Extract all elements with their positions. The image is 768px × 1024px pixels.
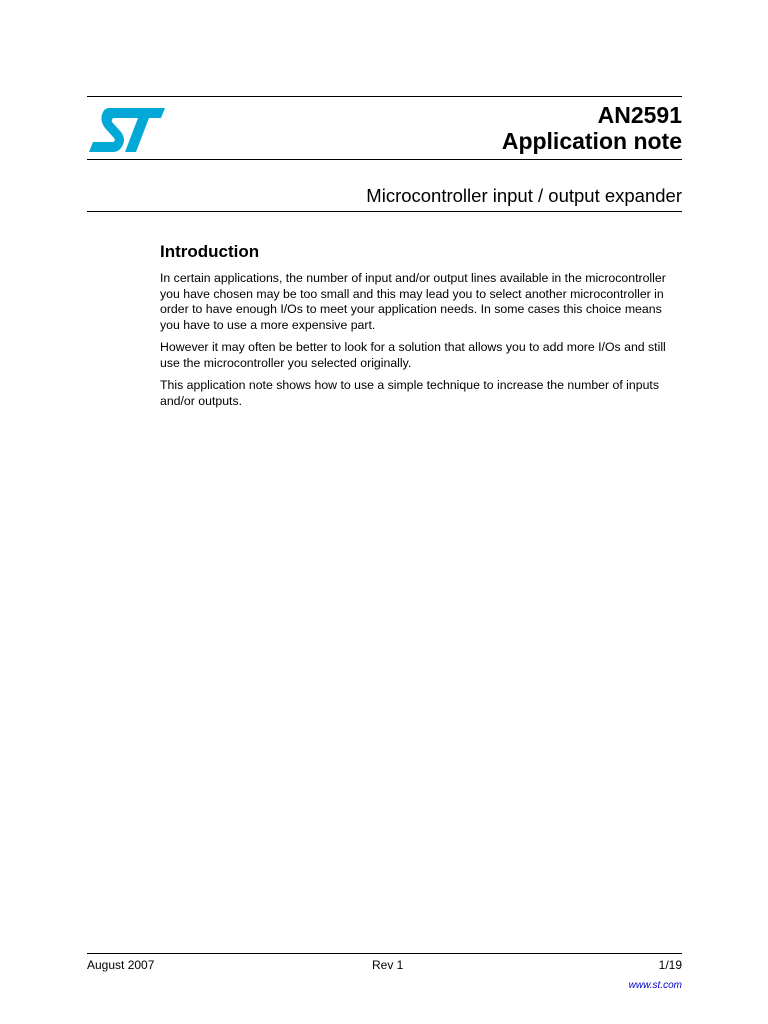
introduction-section (160, 242, 682, 416)
footer-date: August 2007 (87, 958, 155, 972)
st-logo-icon (87, 104, 165, 154)
footer-revision: Rev 1 (372, 958, 404, 972)
introduction-paragraph-1: In certain applications, the number of input and/or output lines available in the microcontroller you have chosen may be too small and this may lead you to select another microcontroller in order to have enough I/Os to meet your application needs. In some cases this choice means you have to use a more expensive part. (160, 271, 666, 332)
footer-page-number: 1/19 (658, 958, 682, 972)
introduction-paragraph-2: However it may often be better to look for a solution that allows you to add more I/Os and still use the microcontroller you selected originally. (160, 340, 666, 370)
subtitle-rule (87, 211, 682, 212)
header-top-rule (87, 96, 682, 97)
introduction-heading: Introduction (160, 242, 260, 261)
document-type: Application note (501, 128, 682, 154)
document-number: AN2591 (597, 102, 682, 128)
website-link[interactable]: www.st.com (628, 980, 682, 991)
document-subtitle: Microcontroller input / output expander (366, 185, 682, 206)
introduction-paragraph-3: This application note shows how to use a simple technique to increase the number of inputs and/or outputs. (160, 378, 659, 408)
footer-rule (87, 953, 682, 954)
header-bottom-rule (87, 159, 682, 160)
